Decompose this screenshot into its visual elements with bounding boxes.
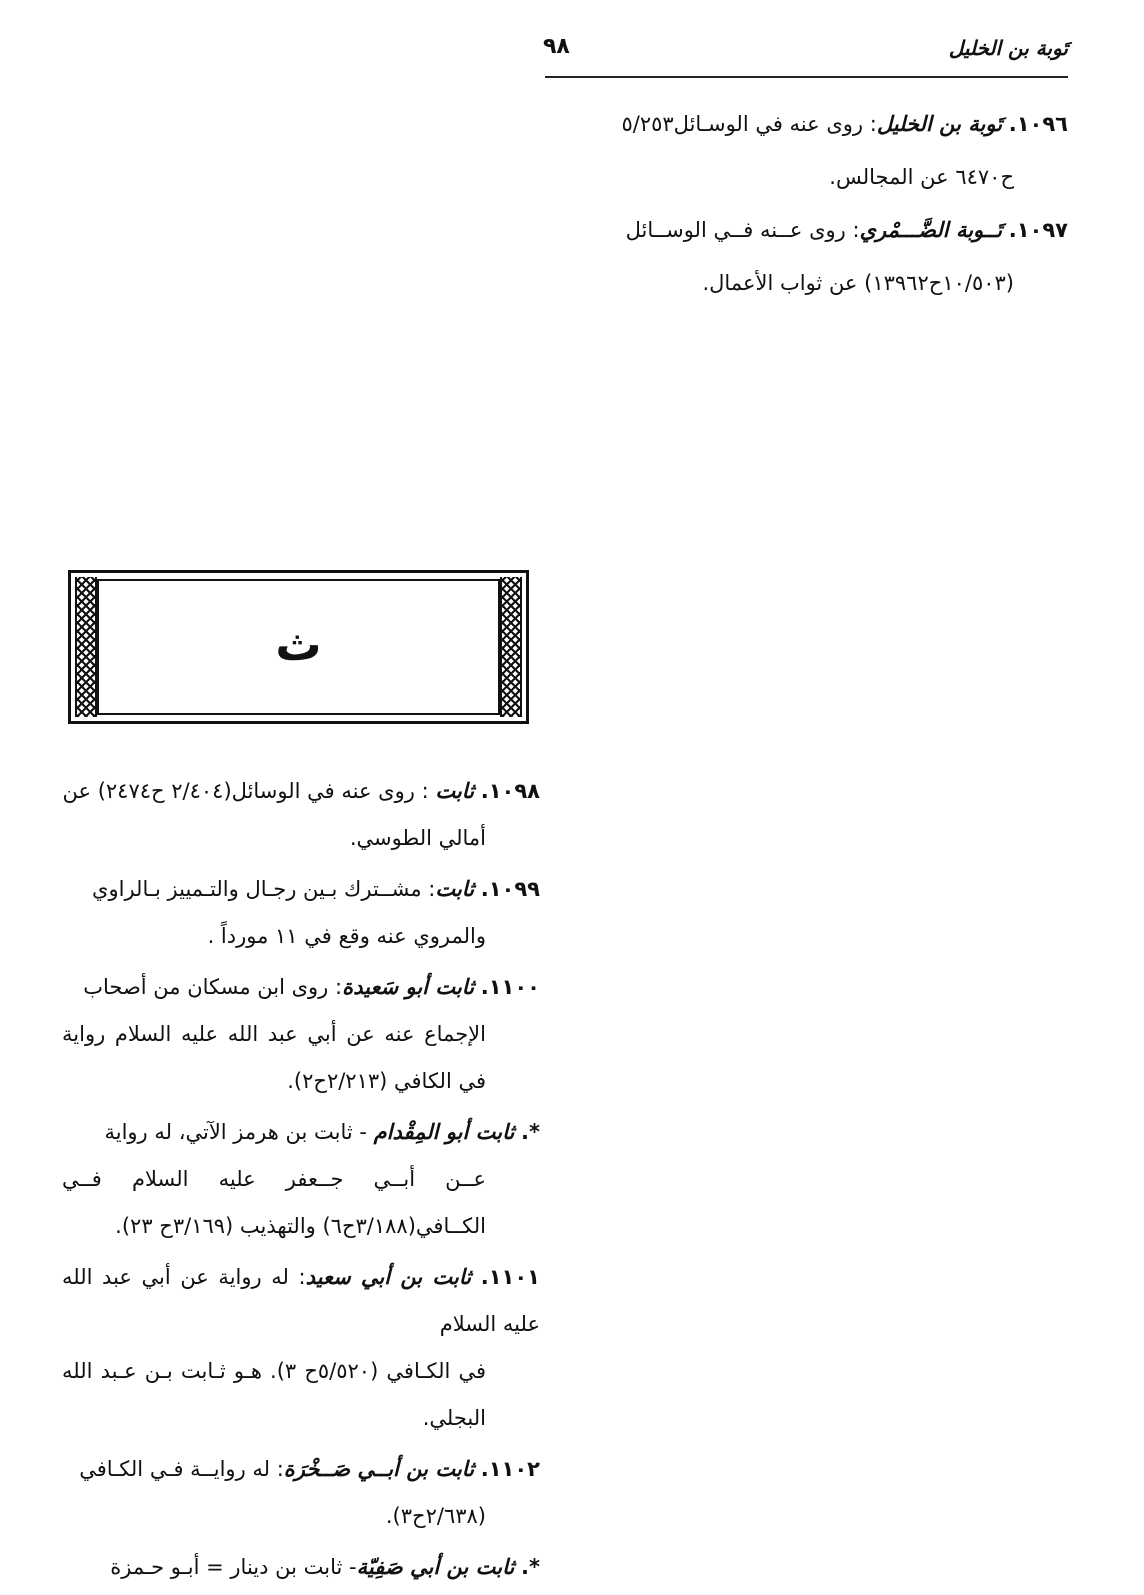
entry-number: ١٠٩٨. xyxy=(480,779,540,803)
entry-text: : روى عــنه فــي الوســائل xyxy=(625,218,860,242)
entry-number: ١١٠٢. xyxy=(480,1457,540,1481)
entry xyxy=(62,964,540,1105)
entry-number: ١٠٩٦. xyxy=(1008,112,1068,136)
entry-name: ثابت بن أبي سعيد xyxy=(305,1265,472,1289)
entry-continuation: (١٠/٥٠٣ح١٣٩٦٢) عن ثواب الأعمال. xyxy=(702,271,1014,295)
entry-continuation: في الكـافي (٥/٥٢٠ح ٣). هـو ثـابت بـن عـبد الله البجلي. xyxy=(62,1359,486,1430)
bottom-column xyxy=(62,768,540,1595)
entry-text: : روى ابن مسكان من أصحاب xyxy=(83,975,343,999)
entry-text: : له رواية عن أبي عبد الله عليه السلام xyxy=(62,1265,540,1336)
entry-number: ١٠٩٧. xyxy=(1008,218,1068,242)
section-letter-box xyxy=(68,570,529,724)
entry-continuation: عــن أبــي جــعفر عليه السلام فــي الكــافي(٣/١٨٨ح٦) والتهذيب (٣/١٦٩ح ٢٣). xyxy=(62,1167,486,1238)
entry-text: : روى عنه في الوسائل(٢/٤٠٤ ح٢٤٧٤) عن xyxy=(62,779,436,803)
entry-name: ثابت xyxy=(435,877,475,901)
entry xyxy=(62,768,540,862)
entry-text: - ثابت بن هرمز الآتي، له رواية xyxy=(104,1120,374,1144)
entry-continuation: الإجماع عنه عن أبي عبد الله عليه السلام رواية في الكافي (٢/٢١٣ح٢). xyxy=(62,1022,486,1093)
entry-name: ثابت بن أبي صَفِيّة xyxy=(356,1555,515,1579)
entry-name: ثابت بن أبــي صَــخْرَة xyxy=(283,1457,475,1481)
entry xyxy=(62,1254,540,1442)
entry xyxy=(62,866,540,960)
entry-continuation: ح٦٤٧٠ عن المجالس. xyxy=(829,165,1014,189)
entry-name: تَــوبة الضَّـــمْري xyxy=(859,218,1003,242)
entry-name: ثابت أبو سَعيدة xyxy=(342,975,475,999)
entry-number: ١٠٩٩. xyxy=(480,877,540,901)
entry-text: : مشــترك بـين رجـال والتـمييز بـالراوي xyxy=(92,877,436,901)
top-column xyxy=(578,98,1068,310)
entry-number: ١١٠١. xyxy=(480,1265,540,1289)
entry-number: *. xyxy=(521,1120,540,1144)
entry-text: : له روايــة فـي الكـافي xyxy=(79,1457,284,1481)
header-rule xyxy=(545,76,1068,78)
entry-text: - ثابت بن دينار = أبـو حـمزة xyxy=(110,1555,357,1579)
entry-text: : روى عنه في الوسـائل٥/٢٥٣ xyxy=(621,112,877,136)
entry-name: تَوبة بن الخليل xyxy=(876,112,1003,136)
entry xyxy=(62,1544,540,1591)
entry xyxy=(578,98,1068,204)
section-letter: ث xyxy=(275,617,322,671)
running-head: تَوبة بن الخليل xyxy=(948,36,1068,60)
entry xyxy=(62,1446,540,1540)
entry xyxy=(62,1109,540,1250)
entry-name: ثابت أبو المِقْدام xyxy=(373,1120,515,1144)
page-number: ٩٨ xyxy=(543,34,570,59)
entry-continuation: والمروي عنه وقع في ١١ مورداً . xyxy=(207,924,486,948)
entry xyxy=(578,204,1068,310)
entry-number: *. xyxy=(521,1555,540,1579)
entry-continuation: (٢/٦٣٨ح٣). xyxy=(385,1504,486,1528)
entry-number: ١١٠٠. xyxy=(480,975,540,999)
entry-name: ثابت xyxy=(435,779,475,803)
entry-continuation: أمالي الطوسي. xyxy=(349,826,486,850)
